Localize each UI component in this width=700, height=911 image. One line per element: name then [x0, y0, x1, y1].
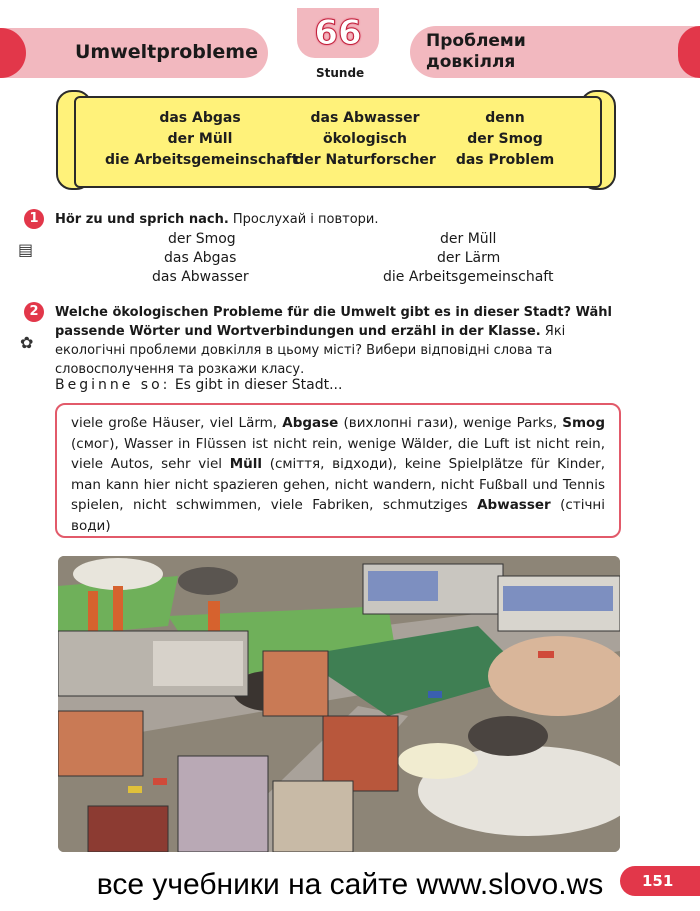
box-text: (смог), Wasser in Flüssen ist nicht rein, wenige Wälder, die Luft ist nicht rein, viele Autos, sehr viel	[71, 435, 605, 472]
vocab-word: der Naturforscher	[294, 152, 436, 168]
listen-word: die Arbeitsgemeinschaft	[383, 269, 554, 285]
vocab-word: das Problem	[455, 152, 555, 168]
vocab-word: der Müll	[167, 131, 233, 147]
vocab-column-3	[445, 108, 565, 171]
exercise-1-instruction	[55, 210, 379, 229]
vocab-column-1	[105, 108, 299, 171]
cassette-icon: ▤	[18, 240, 34, 259]
page-number: 151	[620, 866, 700, 896]
box-keyword: Abgase	[282, 415, 339, 431]
box-keyword: Abwasser	[477, 497, 551, 513]
topic-title-de: Umweltprobleme	[75, 41, 258, 63]
vocab-word: ökologisch	[322, 131, 407, 147]
listen-word: das Abgas	[164, 250, 237, 266]
beginne-prompt	[55, 377, 342, 393]
instruction-uk: Прослухай і повтори.	[228, 212, 379, 227]
box-text: (вихлопні гази), wenige Parks,	[338, 415, 563, 431]
instruction-uk: Які екологічні проблеми довкілля в цьому місті? Вибери відповідні слова та словосполучення та розкажи класу.	[55, 324, 566, 377]
lesson-number: 66	[314, 13, 362, 53]
vocab-column-2	[290, 108, 440, 171]
lesson-label: Stunde	[316, 66, 365, 80]
vocab-word: denn	[485, 110, 525, 126]
instruction-de: Hör zu und sprich nach.	[55, 212, 229, 227]
industrial-city-illustration	[58, 556, 620, 852]
banner-cap-right	[678, 26, 700, 78]
box-keyword: Müll	[229, 456, 263, 472]
banner-cap-left	[0, 28, 26, 78]
topic-title-uk: Проблеми довкілля	[426, 31, 526, 72]
speech-icon: ✿	[20, 333, 34, 352]
listen-word: das Abwasser	[152, 269, 249, 285]
vocab-word: die Arbeitsgemeinschaft	[105, 152, 299, 168]
vocab-word: der Smog	[467, 131, 543, 147]
vocab-word: das Abgas	[159, 110, 241, 126]
footer-caption: все учебники на сайте www.slovo.ws	[96, 868, 604, 901]
exercise-2-instruction	[55, 303, 625, 379]
beginne-text: Es gibt in dieser Stadt...	[170, 377, 343, 393]
topic-banner-uk	[410, 26, 700, 78]
box-text: (сміття, відходи), keine Spielplätze für Kinder, man kann hier nicht spazieren gehen, nicht wandern, nicht Fußball und Tennis spielen, nicht schwimmen, viele Fabriken, schmutziges	[71, 456, 605, 513]
vocab-word: das Abwasser	[310, 110, 420, 126]
city-drawing	[58, 556, 620, 852]
word-box	[55, 403, 621, 538]
box-text: viele große Häuser, viel Lärm,	[71, 415, 283, 431]
exercise-1-badge: 1	[24, 209, 44, 229]
listen-word: der Müll	[440, 231, 497, 247]
topic-banner-de	[0, 28, 268, 78]
lesson-number-tab	[297, 8, 379, 58]
listen-word: der Lärm	[437, 250, 501, 266]
listen-word: der Smog	[168, 231, 236, 247]
box-keyword: Smog	[562, 415, 605, 431]
box-text: (стічні води)	[71, 497, 605, 534]
instruction-de: Welche ökologischen Probleme für die Umwelt gibt es in dieser Stadt? Wähl passende Wörter und Wortverbindungen und erzähl in der Klasse.	[55, 305, 612, 339]
exercise-2-badge: 2	[24, 302, 44, 322]
beginne-label: Beginne so:	[55, 377, 171, 393]
